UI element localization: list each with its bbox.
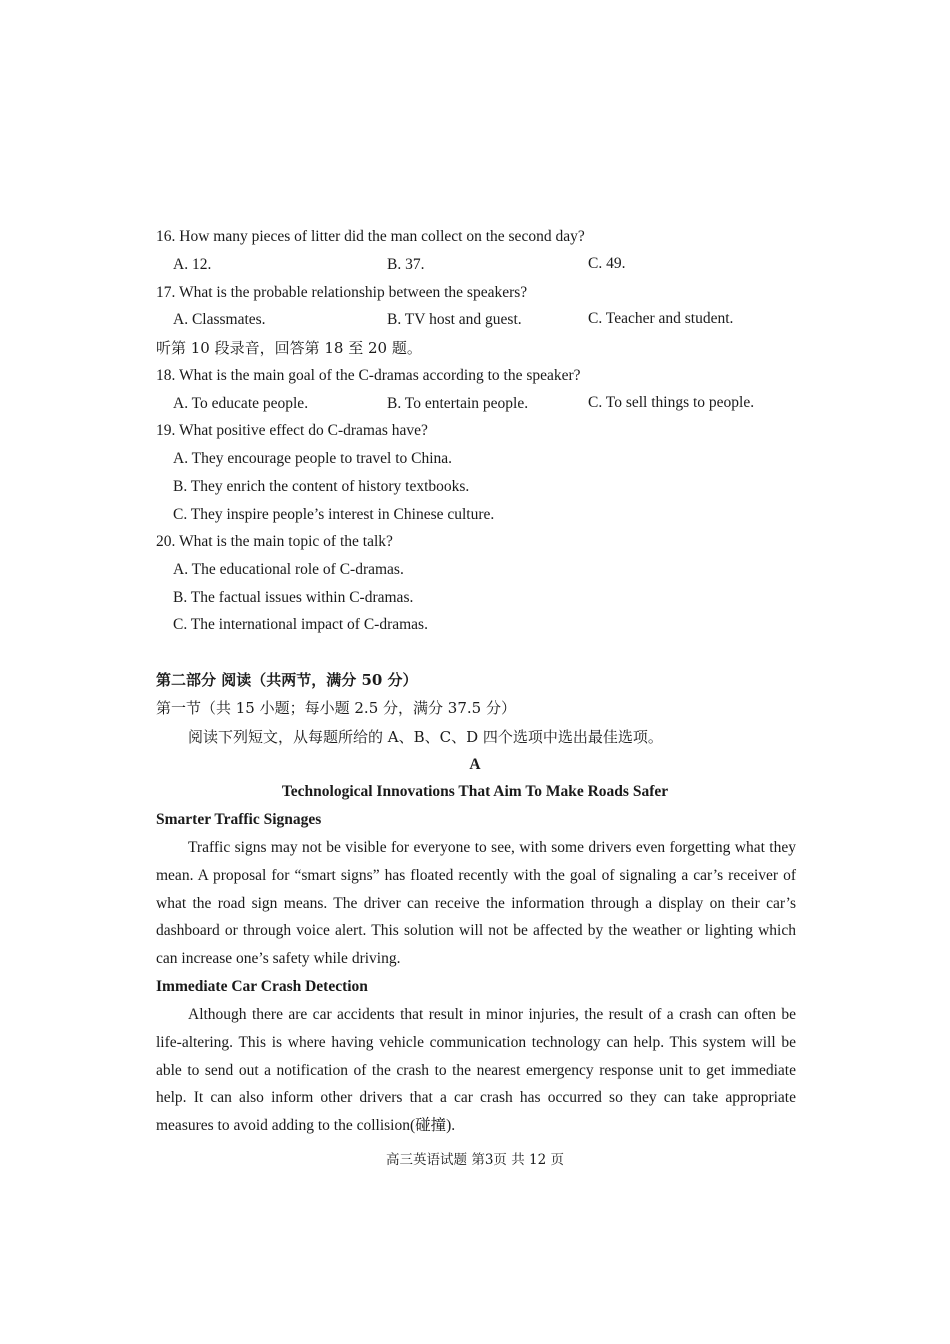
question-18-option-a: A. To educate people. bbox=[173, 395, 309, 412]
question-19-option-c: C. They inspire people’s interest in Chinese culture. bbox=[173, 506, 495, 523]
question-16-stem: 16. How many pieces of litter did the man collect on the second day? bbox=[156, 228, 585, 245]
passage-letter: A bbox=[469, 756, 481, 773]
section-10-instruction: 听第 10 段录音，回答第 18 至 20 题。 bbox=[156, 339, 422, 357]
question-17-stem: 17. What is the probable relationship between the speakers? bbox=[156, 284, 528, 301]
question-16-option-a: A. 12. bbox=[173, 256, 212, 273]
question-17-option-c: C. Teacher and student. bbox=[588, 310, 734, 327]
question-20-stem: 20. What is the main topic of the talk? bbox=[156, 533, 393, 550]
passage-title: Technological Innovations That Aim To Make Roads Safer bbox=[281, 783, 669, 800]
heading-smarter-traffic-signages: Smarter Traffic Signages bbox=[156, 811, 322, 828]
question-18-stem: 18. What is the main goal of the C-dramas according to the speaker? bbox=[156, 367, 581, 384]
part-two-title: 第二部分 阅读（共两节，满分 50 分） bbox=[156, 671, 418, 689]
question-17-option-a: A. Classmates. bbox=[173, 311, 266, 328]
reading-instruction: 阅读下列短文，从每题所给的 A、B、C、D 四个选项中选出最佳选项。 bbox=[188, 728, 663, 746]
question-18-option-b: B. To entertain people. bbox=[387, 395, 529, 412]
question-20-option-a: A. The educational role of C-dramas. bbox=[173, 561, 404, 578]
question-20-option-c: C. The international impact of C-dramas. bbox=[173, 616, 428, 633]
question-17-option-b: B. TV host and guest. bbox=[387, 311, 522, 328]
question-19-option-b: B. They enrich the content of history textbooks. bbox=[173, 478, 470, 495]
question-16-option-b: B. 37. bbox=[387, 256, 425, 273]
question-20-option-b: B. The factual issues within C-dramas. bbox=[173, 589, 414, 606]
heading-car-crash-detection: Immediate Car Crash Detection bbox=[156, 978, 368, 995]
question-19-option-a: A. They encourage people to travel to China. bbox=[173, 450, 453, 467]
section-one-title: 第一节（共 15 小题；每小题 2.5 分，满分 37.5 分） bbox=[156, 699, 516, 717]
question-19-stem: 19. What positive effect do C-dramas have? bbox=[156, 422, 428, 439]
paragraph-crash-detection: Although there are car accidents that result in minor injuries, the result of a crash can often be life-altering. This is where having vehicle communication technology can help. This system will be able to send out a notification of the crash to the nearest emergency response unit to get immediate help. It can also inform other drivers that a car crash has occurred so they can take appropriate measures to avoid adding to the collision(碰撞). bbox=[156, 1006, 796, 1135]
question-18-option-c: C. To sell things to people. bbox=[588, 394, 755, 411]
paragraph-smart-signs: Traffic signs may not be visible for everyone to see, with some drivers even forgetting what they mean. A proposal for “smart signs” has floated recently with the goal of signaling a car’s receiver of what the road sign means. The driver can receive the information through a display on their car’s dashboard or through voice alert. This solution will not be affected by the weather or lighting which can increase one’s safety while driving. bbox=[156, 839, 796, 968]
page-footer: 高三英语试题 第3页 共 12 页 bbox=[386, 1152, 564, 1168]
question-16-option-c: C. 49. bbox=[588, 255, 626, 272]
